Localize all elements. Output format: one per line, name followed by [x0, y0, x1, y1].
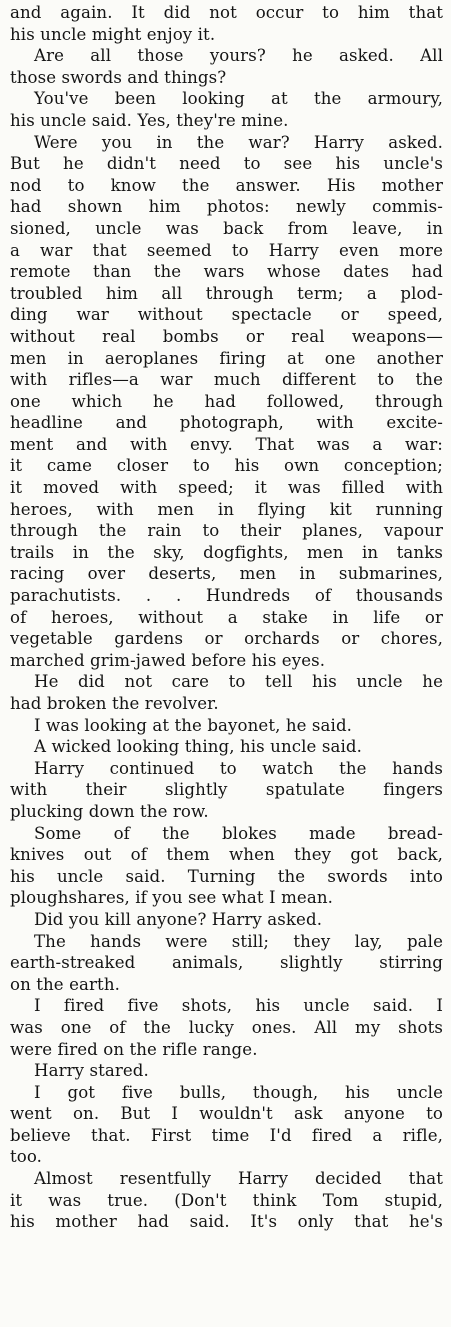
text-line: men in aeroplanes firing at one another [10, 348, 443, 368]
text-line: his mother had said. It's only that he's [10, 1212, 443, 1232]
text-line: earth-streaked animals, slightly stirring [10, 953, 443, 973]
text-line: Almost resentfully Harry decided that [34, 1169, 443, 1189]
text-line: one which he had followed, through [10, 391, 443, 411]
text-line: Did you kill anyone? Harry asked. [34, 909, 323, 929]
text-line: Were you in the war? Harry asked. [34, 132, 443, 152]
text-line: through the rain to their planes, vapour [10, 521, 443, 541]
text-line: I got five bulls, though, his uncle [34, 1082, 443, 1102]
text-line: knives out of them when they got back, [10, 845, 443, 865]
paragraph [10, 1168, 443, 1233]
paragraph [10, 758, 443, 823]
text-line: parachutists. . . Hundreds of thousands [10, 586, 443, 606]
paragraph [10, 2, 443, 45]
text-line: of heroes, without a stake in life or [10, 607, 443, 627]
text-line: But he didn't need to see his uncle's [10, 154, 443, 174]
text-line: Are all those yours? he asked. All [34, 46, 443, 66]
text-line: I fired five shots, his uncle said. I [34, 996, 443, 1016]
text-line: it was true. (Don't think Tom stupid, [10, 1190, 443, 1210]
text-line: those swords and things? [10, 67, 227, 87]
text-line: A wicked looking thing, his uncle said. [34, 737, 362, 757]
paragraph [10, 132, 443, 672]
text-line: You've been looking at the armoury, [34, 89, 443, 109]
text-line: his uncle said. Turning the swords into [10, 866, 443, 886]
text-line: troubled him all through term; a plod- [10, 283, 443, 303]
paragraph [10, 715, 443, 737]
text-line: without real bombs or real weapons— [10, 326, 443, 346]
paragraph [10, 909, 443, 931]
text-line: ding war without spectacle or speed, [10, 305, 443, 325]
text-line: his uncle said. Yes, they're mine. [10, 110, 289, 130]
text-line: racing over deserts, men in submarines, [10, 564, 443, 584]
text-line: Some of the blokes made bread- [34, 823, 443, 843]
text-line: a war that seemed to Harry even more [10, 240, 443, 260]
paragraph [10, 995, 443, 1060]
text-line: Harry stared. [34, 1061, 149, 1081]
paragraph [10, 931, 443, 996]
text-line: sioned, uncle was back from leave, in [10, 218, 443, 238]
text-line: He did not care to tell his uncle he [34, 672, 443, 692]
text-line: it came closer to his own conception; [10, 456, 443, 476]
text-line: with their slightly spatulate fingers [10, 780, 443, 800]
paragraph [10, 1082, 443, 1168]
body-text-column [10, 2, 443, 1233]
text-line: vegetable gardens or orchards or chores, [10, 629, 443, 649]
text-line: heroes, with men in flying kit running [10, 499, 443, 519]
text-line: and again. It did not occur to him that [10, 3, 443, 22]
text-line: The hands were still; they lay, pale [34, 931, 443, 951]
text-line: had broken the revolver. [10, 694, 219, 713]
text-line: marched grim-jawed before his eyes. [10, 650, 326, 670]
text-line: his uncle might enjoy it. [10, 24, 216, 44]
text-line: remote than the wars whose dates had [10, 262, 443, 282]
text-line: went on. But I wouldn't ask anyone to [10, 1104, 443, 1124]
text-line: I was looking at the bayonet, he said. [34, 715, 353, 735]
text-line: was one of the lucky ones. All my shots [10, 1017, 443, 1037]
text-line: had shown him photos: newly commis- [10, 197, 443, 217]
text-line: ment and with envy. That was a war: [10, 434, 443, 454]
paragraph [10, 45, 443, 88]
text-line: ploughshares, if you see what I mean. [10, 888, 333, 908]
text-line: were fired on the rifle range. [10, 1039, 258, 1059]
paragraph [10, 1060, 443, 1082]
paragraph [10, 736, 443, 758]
text-line: nod to know the answer. His mother [10, 175, 443, 195]
text-line: Harry continued to watch the hands [34, 758, 443, 778]
text-line: believe that. First time I'd fired a rifle, [10, 1125, 443, 1145]
text-line: plucking down the row. [10, 801, 209, 821]
paragraph [10, 671, 443, 714]
paragraph [10, 823, 443, 909]
text-line: with rifles—a war much different to the [10, 370, 443, 390]
text-line: it moved with speed; it was filled with [10, 478, 443, 498]
text-line: on the earth. [10, 974, 120, 994]
paragraph [10, 88, 443, 131]
text-line: headline and photograph, with excite- [10, 413, 443, 433]
text-line: too. [10, 1147, 43, 1167]
text-line: trails in the sky, dogfights, men in tanks [10, 542, 443, 562]
